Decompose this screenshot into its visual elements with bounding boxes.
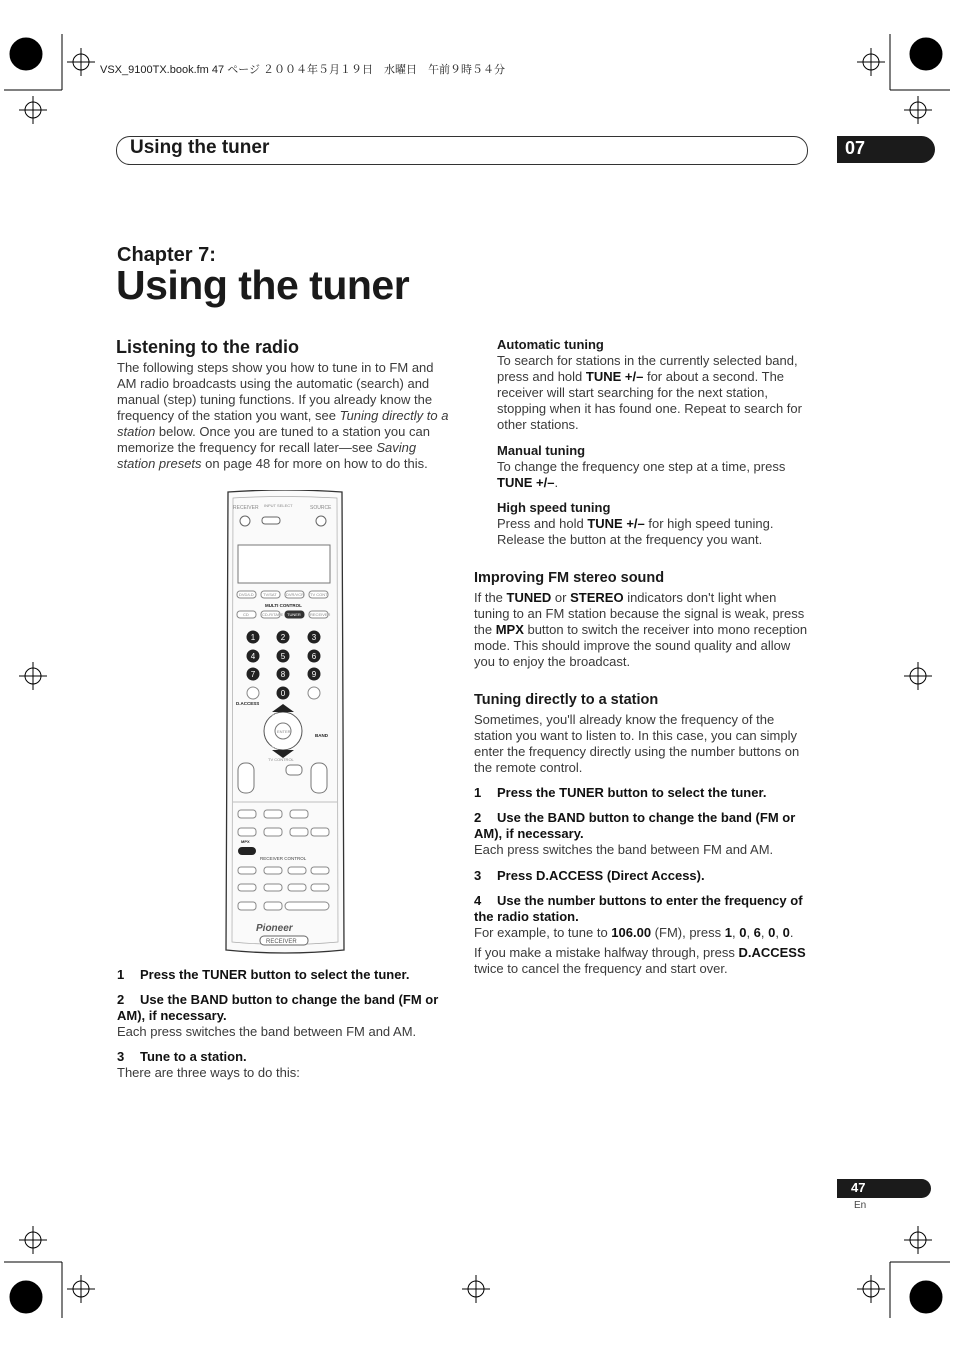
remote-multi-control-label: MULTI CONTROL: [265, 603, 302, 608]
remote-input-select-button: [262, 517, 280, 524]
remote-tune-minus-label: TUNE: [271, 746, 281, 750]
chapter-title: Using the tuner: [116, 262, 410, 308]
listen-step-3: 3 Tune to a station.: [117, 1049, 247, 1064]
running-header-title: Using the tuner: [130, 137, 270, 158]
chapter-label: Chapter 7:: [117, 244, 216, 266]
high-speed-tuning-text: Press and hold TUNE +/– for high speed tuning. Release the button at the frequency you want.: [497, 516, 774, 547]
listen-step-2-note: Each press switches the band between FM and AM.: [117, 1024, 417, 1039]
remote-receiver-top-label: RECEIVER: [233, 505, 259, 511]
remote-receiver-power-button: [240, 516, 250, 526]
svg-text:9: 9: [311, 670, 317, 679]
svg-text:0: 0: [280, 689, 286, 698]
tuning-directly-heading: Tuning directly to a station: [474, 692, 659, 708]
svg-text:1: 1: [250, 633, 256, 642]
listening-intro: The following steps show you how to tune in to FM and AM radio broadcasts using the automatic (search) and manual (step) tuning functions. If you already know the frequency of the station you want, see Tuning directly to a station below. Once you are tuned to a station you can memorize the frequency for recall later—see Saving station presets on page 48 for more on how to do this.: [117, 360, 449, 471]
print-info-line: VSX_9100TX.book.fm 47 ページ ２００４年５月１９日 水曜日 午前９時５４分: [100, 64, 506, 76]
remote-d-access-label: D.ACCESS: [236, 701, 260, 706]
direct-step-4-mistake: If you make a mistake halfway through, press D.ACCESS twice to cancel the frequency and start over.: [474, 945, 806, 976]
page-number: 47: [851, 1180, 866, 1195]
remote-source-label: SOURCE: [310, 505, 332, 511]
svg-text:2: 2: [280, 633, 286, 642]
remote-mpx-label: MPX: [241, 839, 250, 844]
svg-text:5: 5: [280, 652, 286, 661]
svg-text:TUNER: TUNER: [287, 612, 301, 617]
chapter-number: 07: [845, 138, 866, 158]
remote-enter-label: ENTER: [277, 729, 291, 734]
remote-band-label: BAND: [315, 733, 328, 738]
remote-mpx-button: [238, 847, 256, 855]
svg-text:6: 6: [311, 652, 317, 661]
remote-tune-plus-label: TUNE: [271, 713, 281, 717]
language-code: En: [854, 1200, 867, 1211]
remote-control-illustration: [224, 490, 346, 955]
remote-tv-control-label: TV CONTROL: [268, 757, 294, 762]
direct-step-4: 4 Use the number buttons to enter the frequency of the radio station.: [474, 893, 803, 924]
svg-text:CD: CD: [243, 612, 249, 617]
remote-input-select-label: INPUT SELECT: [264, 503, 293, 508]
svg-text:4: 4: [250, 652, 256, 661]
fm-stereo-heading: Improving FM stereo sound: [474, 570, 665, 586]
direct-step-2: 2 Use the BAND button to change the band (FM or AM), if necessary.: [474, 810, 796, 841]
svg-text:DVR/VCR: DVR/VCR: [286, 592, 305, 597]
svg-text:8: 8: [280, 670, 286, 679]
section-heading-listening: Listening to the radio: [116, 337, 299, 357]
direct-step-3: 3 Press D.ACCESS (Direct Access).: [474, 868, 705, 883]
svg-text:TV/SAT: TV/SAT: [263, 592, 277, 597]
listen-step-2: 2 Use the BAND button to change the band (FM or AM), if necessary.: [117, 992, 439, 1023]
svg-text:TV CONT: TV CONT: [310, 592, 328, 597]
direct-step-1: 1 Press the TUNER button to select the tuner.: [474, 785, 767, 800]
manual-tuning-heading: Manual tuning: [497, 443, 586, 458]
remote-brand-logo: Pioneer: [256, 923, 293, 934]
listen-step-3-note: There are three ways to do this:: [117, 1065, 300, 1080]
high-speed-tuning-heading: High speed tuning: [497, 500, 611, 515]
svg-text:RECEIVER: RECEIVER: [310, 612, 331, 617]
direct-step-2-note: Each press switches the band between FM and AM.: [474, 842, 774, 857]
remote-receiver-bottom-label: RECEIVER: [266, 939, 297, 945]
automatic-tuning-heading: Automatic tuning: [497, 337, 604, 352]
svg-text:3: 3: [311, 633, 317, 642]
manual-tuning-text: To change the frequency one step at a time, press TUNE +/–.: [497, 459, 786, 490]
svg-text:DVD/LD: DVD/LD: [239, 592, 254, 597]
remote-receiver-control-label: RECEIVER CONTROL: [260, 856, 307, 861]
direct-step-4-example: For example, to tune to 106.00 (FM), press 1, 0, 6, 0, 0.: [474, 925, 794, 940]
svg-text:CD-R/TAPE: CD-R/TAPE: [262, 612, 284, 617]
remote-lcd-screen: [238, 545, 330, 583]
tuning-directly-intro: Sometimes, you'll already know the frequency of the station you want to listen to. In this case, you can simply enter the frequency directly using the number buttons on the remote control.: [474, 712, 800, 775]
automatic-tuning-text: To search for stations in the currently selected band, press and hold TUNE +/– for about a second. The receiver will start searching for the next station, stopping when it has found one. Repeat to search for other stations.: [497, 353, 802, 432]
fm-stereo-text: If the TUNED or STEREO indicators don't light when tuning to an FM station because the signal is weak, press the MPX button to switch the receiver into mono reception mode. This should improve the sound quality and allow you to enjoy the broadcast.: [474, 590, 808, 669]
listen-step-1: 1 Press the TUNER button to select the tuner.: [117, 967, 410, 982]
svg-text:7: 7: [250, 670, 256, 679]
remote-source-power-button: [316, 516, 326, 526]
